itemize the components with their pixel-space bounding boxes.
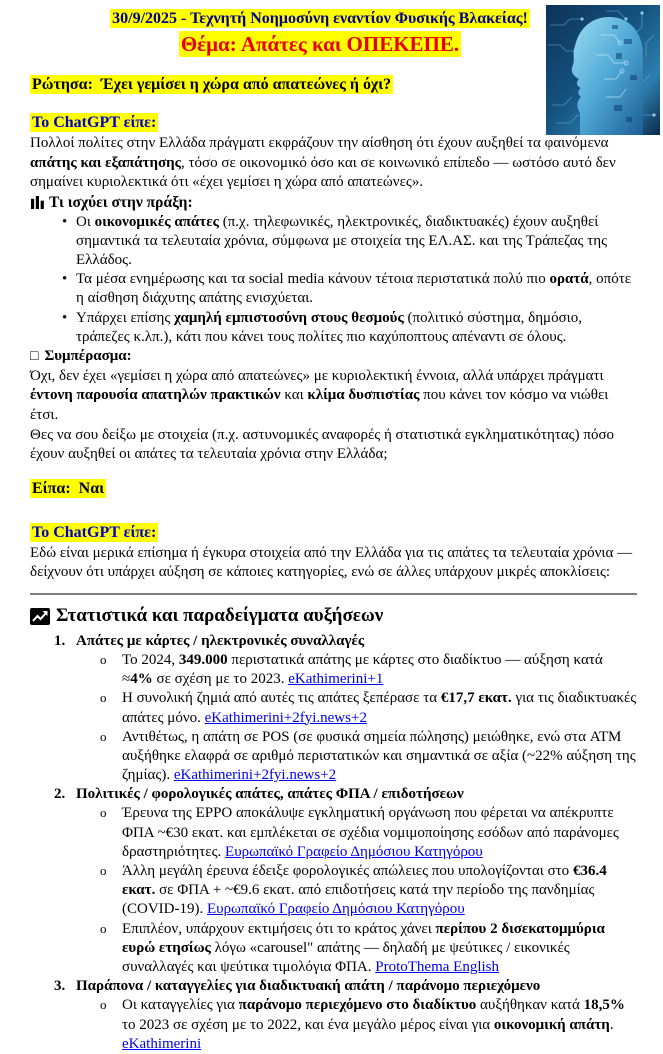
bold-text: χαμηλή εμπιστοσύνη στους θεσμούς [174,309,404,326]
paragraph-intro: Πολλοί πολίτες στην Ελλάδα πράγματι εκφράζουν την αίσθηση ότι έχουν αυξηθεί τα φαινόμενα απάτης και εξαπάτησης, τόσο σε οικονομικό όσο και σε κοινωνικό επίπεδο — ωστόσο αυτό δεν σημαίνει κυριολεκτικά ότι «έχει γεμίσει η χώρα από απατεώνες». [30,135,616,190]
numbered-item-title [54,977,637,996]
gpt-said-label: Το ChatGPT είπε: [32,523,157,541]
paragraph-intro-2: Εδώ είναι μερικά επίσημα ή έγκυρα στοιχεία από την Ελλάδα για τις απάτες τα τελευταία χρόνια — δείχνουν ότι υπάρχει αύξηση σε κάποιες κατηγορίες, ενώ σε άλλες υπάρχουν μικρές αποκλίσεις: [30,545,633,581]
stats-numbered-list [30,632,637,1054]
bar-chart-icon [30,196,45,210]
practice-heading-label: Τι ισχύει στην πράξη: [49,193,193,211]
list-item [56,309,637,347]
bullet-text: Υπάρχει επίσης χαμηλή εμπιστοσύνη στους θεσμούς (πολιτικό σύστημα, δημόσιο, τράπεζες κ.λπ.), κάτι που κάνει τους πολίτες πιο καχύποπτους απέναντι σε όλους. [76,309,582,345]
numbered-item-title-text: Πολιτικές / φορολογικές απάτες, απάτες ΦΠΑ / επιδοτήσεων [76,786,464,803]
numbered-item-title [54,785,637,804]
paragraph-offer: Θες να σου δείξω με στοιχεία (π.χ. αστυνομικές αναφορές ή στατιστικά εγκληματικότητας) πόσο έχουν αυξηθεί οι απάτες τα τελευταία χρόνια στην Ελλάδα; [30,426,615,462]
chart-increasing-icon [30,608,50,625]
bullet-text: Τα μέσα ενημέρωσης και τα social media κάνουν τέτοια περιστατικά πολύ πιο ορατά, οπότε η αίσθηση διάχυτης απάτης ενισχύεται. [76,271,632,307]
bold-text: έντονη παρουσία απατηλών πρακτικών [30,387,281,404]
sub-marker: o [100,920,107,936]
conclusion-heading [30,347,637,366]
bold-text: οικονομικές απάτες [94,213,219,230]
sub-item [100,804,637,862]
list-item [56,270,637,308]
missing-glyph-box: □ [30,348,39,364]
bullet-marker: • [62,271,68,288]
stats-heading [30,604,637,628]
sub-marker: o [100,863,107,879]
document-header [30,9,610,57]
sub-marker: o [100,690,107,706]
sub-item [100,651,637,689]
conclusion-heading-label: Συμπέρασμα: [44,348,132,365]
bold-text: 349.000 [178,651,228,668]
sub-item-text: Άλλη μεγάλη έρευνα έδειξε φορολογικές απώλειες που υπολογίζονται στο €36.4 εκατ. σε ΦΠΑ + ~€9.6 εκατ. από επιδοτήσεις κατά την περίοδο της πανδημίας (COVID-19). Ευρωπαϊκό Γραφείο Δημόσιου Κατηγόρου [122,863,607,918]
practice-bullet-list [30,213,637,347]
bold-text: κλίμα δυσπιστίας [307,387,420,404]
sub-item [100,996,637,1054]
list-item [56,213,637,271]
title-line-2: Θέμα: Απάτες και ΟΠΕΚΕΠΕ. [180,32,460,57]
sub-item-text: Οι καταγγελίες για παράνομο περιεχόμενο στο διαδίκτυο αυξήθηκαν κατά 18,5% το 2023 σε σχέση με το 2022, και ένα μεγάλο μέρος είναι για οικονομική απάτη. eKathimerini [122,997,625,1052]
ai-head-graphic [546,5,660,135]
bullet-text: Οι οικονομικές απάτες (π.χ. τηλεφωνικές, ηλεκτρονικές, διαδικτυακές) έχουν αυξηθεί σημαντικά τα τελευταία χρόνια, σύμφωνα με στοιχεία της ΕΛ.ΑΣ. και της Τράπεζας της Ελλάδος. [76,213,608,269]
inline-link[interactable]: eKathimerini [122,1035,202,1052]
sub-marker: o [100,805,107,821]
sub-item-text: Αντιθέτως, η απάτη σε POS (σε φυσικά σημεία πώλησης) μειώθηκε, ενώ στα ATM αυξήθηκε ελαφρά σε αριθμό περιστατικών και σημαντικά σε αξία (~22% αύξηση της ζημίας). eKathimerini+2fyi.news+2 [122,728,636,784]
bold-text: ορατά [549,271,589,288]
sub-item-text: Το 2024, 349.000 περιστατικά απάτης με κάρτες στο διαδίκτυο — αύξηση κατά ≈4% σε σχέση με το 2023. eKathimerini+1 [122,651,603,688]
bold-text: απάτης και εξαπάτησης [30,154,181,171]
number-marker: 2. [54,786,66,803]
bold-text: €17,7 εκατ. [440,690,512,707]
sub-item-text: Η συνολική ζημιά από αυτές τις απάτες ξεπέρασε τα €17,7 εκατ. για τις διαδικτυακές απάτες μόνο. eKathimerini+2fyi.news+2 [122,690,637,726]
section-divider [30,593,637,595]
bold-text: οικονομική απάτη [493,1016,610,1033]
practice-heading [30,193,637,213]
bullet-marker: • [62,309,68,326]
inline-link[interactable]: eKathimerini+2fyi.news+2 [204,709,367,726]
numbered-item [30,632,637,786]
inline-link[interactable]: eKathimerini+2fyi.news+2 [173,767,337,784]
asked-label: Ρώτησα: Έχει γεμίσει η χώρα από απατεώνες ή όχι? [32,76,392,94]
sub-item [100,920,637,978]
inline-link[interactable]: Ευρωπαϊκό Γραφείο Δημόσιου Κατηγόρου [206,901,465,918]
stats-heading-label: Στατιστικά και παραδείγματα αυξήσεων [56,605,384,627]
inline-link[interactable]: ProtoThema English [375,958,499,975]
inline-link[interactable]: eKathimerini+1 [288,671,384,688]
bold-text: περίπου 2 δισεκατομμύρια ευρώ ετησίως [122,920,605,956]
sub-marker: o [100,651,107,667]
numbered-item [30,785,637,977]
sub-marker: o [100,997,107,1013]
number-marker: 3. [54,978,66,995]
numbered-item-title-text: Παράπονα / καταγγελίες για διαδικτυακή απάτη / παράνομο περιεχόμενο [76,978,541,995]
paragraph-conclusion: Όχι, δεν έχει «γεμίσει η χώρα από απατεώνες» με κυριολεκτική έννοια, αλλά υπάρχει πράγματι έντονη παρουσία απατηλών πρακτικών και κλίμα δυσπιστίας που κάνει τον κόσμο να νιώθει έτσι. [30,368,609,423]
numbered-item-title [54,632,637,651]
title-line-1: 30/9/2025 - Τεχνητή Νοημοσύνη εναντίον Φυσικής Βλακείας! [112,10,528,27]
sub-item-text: Επιπλέον, υπάρχουν εκτιμήσεις ότι το κράτος χάνει περίπου 2 δισεκατομμύρια ευρώ ετησίως λόγω «carousel" απάτης — δηλαδή με ψεύτικες / εικονικές συναλλαγές και ψεύτικα τιμολόγια ΦΠΑ. ProtoThema English [122,920,605,975]
sub-marker: o [100,728,107,744]
sub-item-text: Έρευνα της EPPO αποκάλυψε εγκληματική οργάνωση που φέρεται να απέκρυπτε ΦΠΑ ~€30 εκατ. και εμπλέκεται σε σχέδια νομιμοποίησης εσόδων από παράνομες δραστηριότητες. Ευρωπαϊκό Γραφείο Δημόσιου Κατηγόρου [122,805,619,860]
sub-item [100,728,637,786]
sub-item [100,689,637,727]
ai-head-image [546,5,660,135]
i-said-label: Είπα: Ναι [32,480,105,498]
gpt-said-row-2 [30,523,637,543]
inline-link[interactable]: Ευρωπαϊκό Γραφείο Δημόσιου Κατηγόρου [225,843,483,860]
number-marker: 1. [54,632,66,649]
i-said-row [30,479,637,499]
numbered-item [30,977,637,1054]
bold-text: 18,5% [583,997,625,1014]
bullet-marker: • [62,213,68,230]
bold-text: 4% [130,671,153,688]
bold-text: παράνομο περιεχόμενο στο διαδίκτυο [238,997,477,1014]
bold-text: €36.4 εκατ. [122,863,607,899]
gpt-said-label: Το ChatGPT είπε: [32,113,157,131]
numbered-item-title-text: Απάτες με κάρτες / ηλεκτρονικές συναλλαγές [76,632,365,649]
sub-item [100,862,637,920]
